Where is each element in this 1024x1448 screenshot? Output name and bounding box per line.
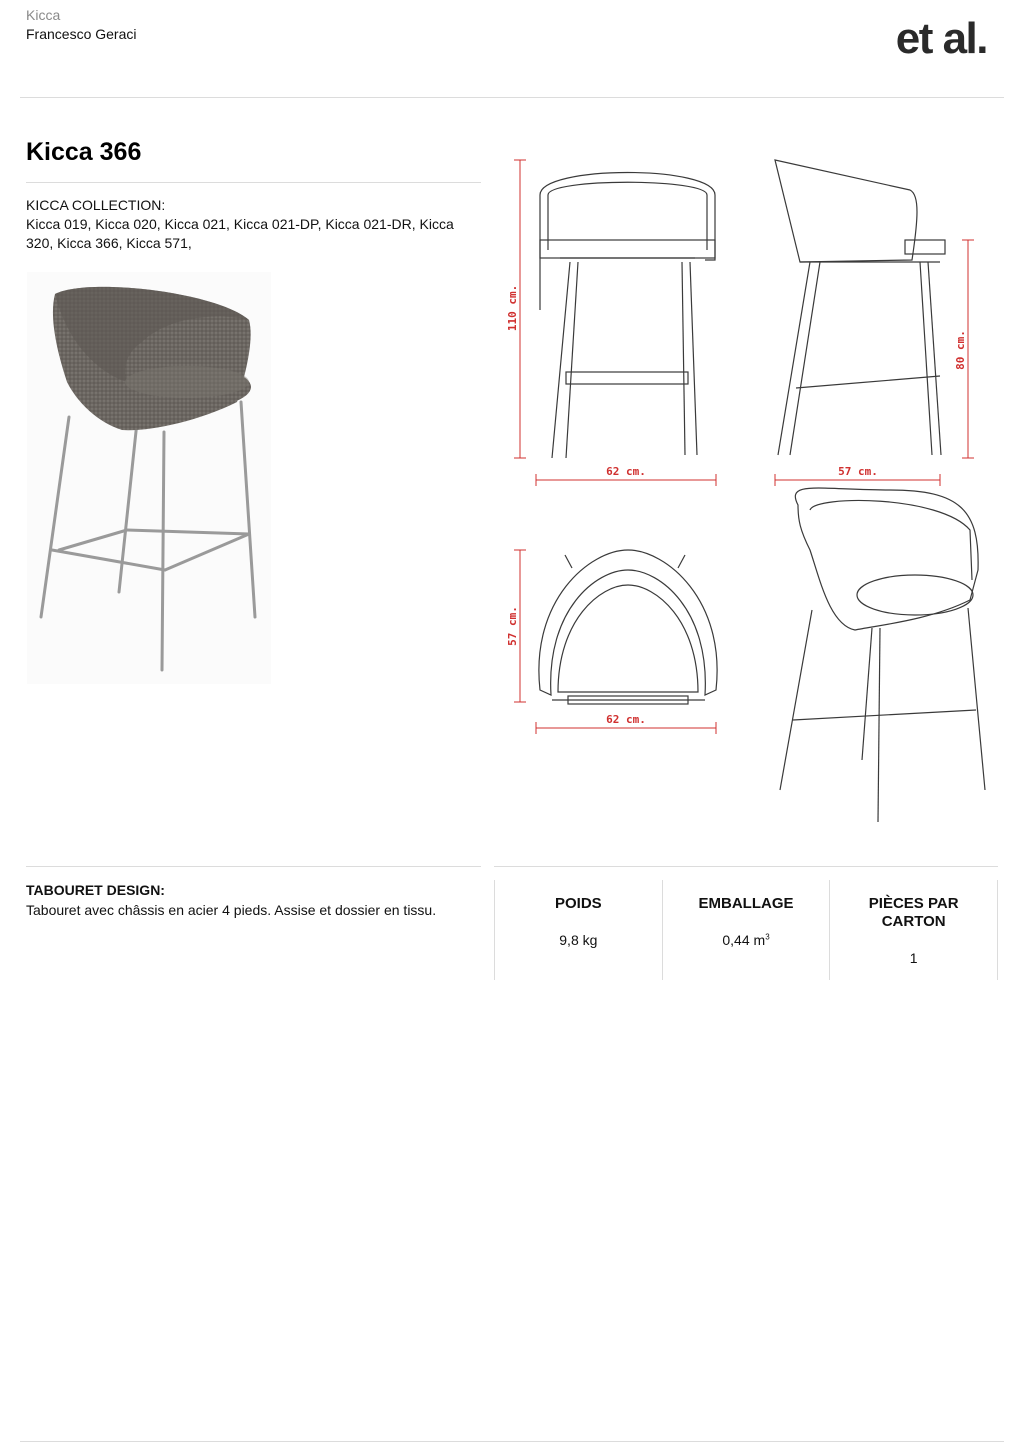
designer-name: Francesco Geraci bbox=[26, 26, 137, 42]
spec-packaging bbox=[662, 880, 830, 980]
description-text: Tabouret avec châssis en acier 4 pieds. Assise et dossier en tissu. bbox=[26, 902, 437, 918]
description-title: TABOURET DESIGN: bbox=[26, 882, 165, 898]
front-height-label: 110 cm. bbox=[506, 284, 519, 332]
perspective-shell bbox=[795, 488, 978, 630]
collection-items: Kicca 019, Kicca 020, Kicca 021, Kicca 021-DP, Kicca 021-DR, Kicca 320, Kicca 366, Kicca 571, bbox=[26, 216, 454, 251]
specs-table bbox=[494, 880, 998, 980]
spec-weight bbox=[494, 880, 662, 980]
product-title: Kicca 366 bbox=[26, 138, 142, 166]
header-divider bbox=[20, 97, 1004, 98]
collection-label: KICCA COLLECTION: bbox=[26, 197, 166, 213]
side-depth-label: 57 cm. bbox=[838, 465, 878, 478]
spec-label: POIDS bbox=[554, 895, 602, 912]
description-divider bbox=[26, 866, 481, 867]
spec-value: 9,8 kg bbox=[559, 932, 598, 948]
spec-label: EMBALLAGE bbox=[698, 895, 794, 912]
seat-height-label: 80 cm. bbox=[954, 330, 967, 370]
top-width-label: 62 cm. bbox=[606, 713, 646, 726]
spec-value: 0,44 $m^3$ bbox=[722, 932, 770, 948]
brand-logo: et al. bbox=[895, 14, 987, 63]
title-divider bbox=[26, 182, 481, 183]
collection-name: Kicca bbox=[26, 7, 61, 23]
spec-label: PIÈCES PAR CARTON bbox=[868, 895, 959, 930]
side-view-body bbox=[775, 160, 917, 262]
top-depth-label: 57 cm. bbox=[506, 606, 519, 646]
top-view-shell bbox=[539, 550, 717, 695]
technical-drawings bbox=[500, 150, 1010, 840]
front-width-label: 62 cm. bbox=[606, 465, 646, 478]
product-photo bbox=[27, 272, 271, 684]
specs-divider bbox=[494, 866, 998, 867]
front-view-backrest bbox=[540, 173, 715, 311]
spec-pieces-per-carton bbox=[829, 880, 998, 980]
footer-divider bbox=[20, 1441, 1004, 1442]
spec-value: 1 bbox=[909, 950, 918, 966]
